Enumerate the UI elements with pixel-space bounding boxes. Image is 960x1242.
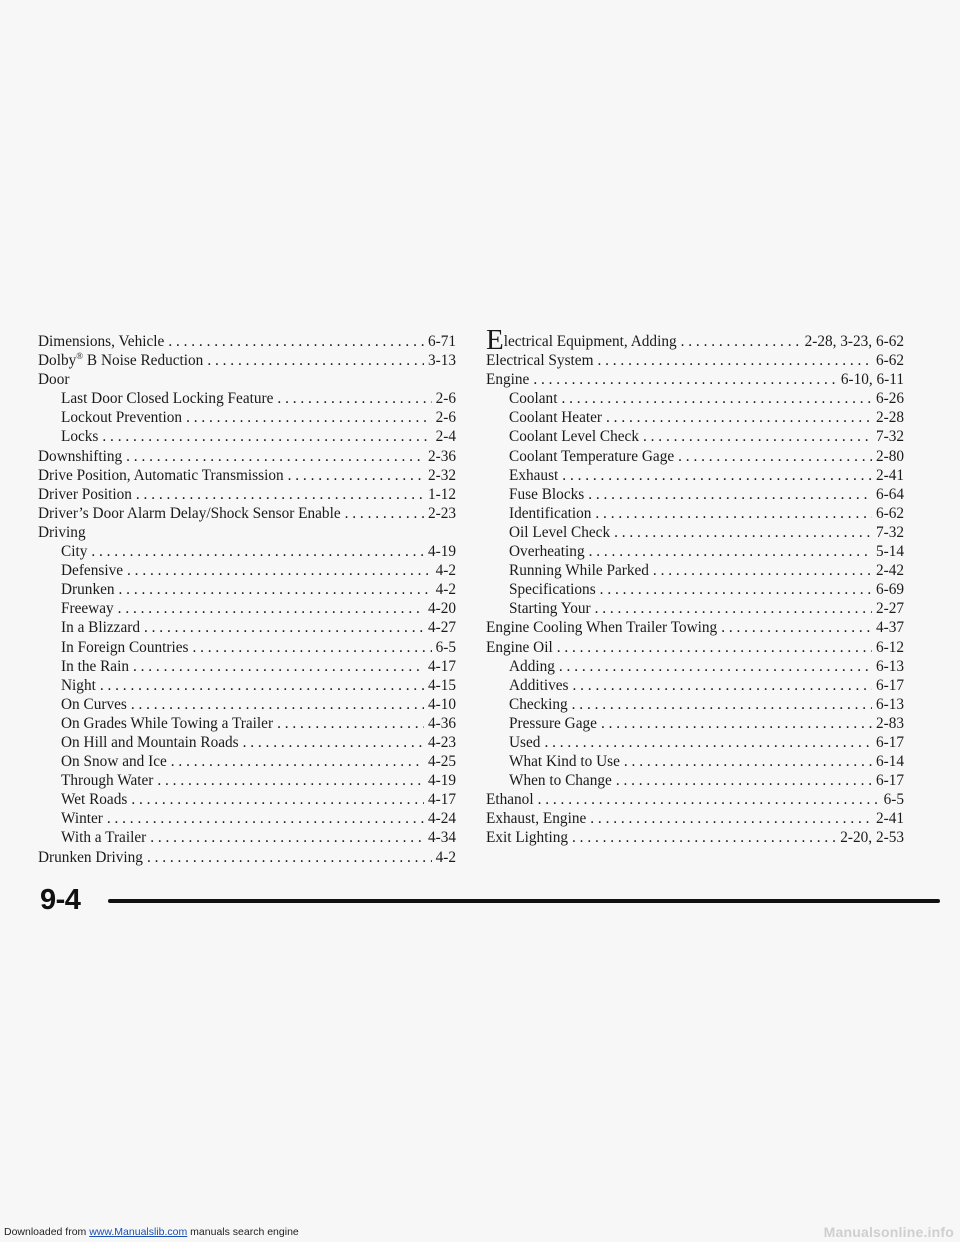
entry-label [509, 580, 596, 599]
entry-label-text: Driving [38, 523, 86, 541]
page-reference: 2-4 [435, 428, 456, 446]
entry-label-text: Engine Cooling When Trailer Towing [486, 619, 718, 637]
entry-label-text: Electrical System [486, 352, 594, 370]
index-subentry [38, 389, 456, 408]
entry-label-text: Through Water [61, 772, 154, 790]
entry-label [61, 580, 115, 599]
entry-label [61, 542, 87, 561]
entry-label-text: Fuse Blocks [509, 485, 585, 503]
entry-label-text: On Snow and Ice [61, 753, 167, 771]
entry-label [509, 542, 585, 561]
page-reference: 6-62 [875, 352, 904, 370]
page-reference: 4-2 [435, 562, 456, 580]
entry-label-text: On Curves [61, 695, 127, 713]
index-subentry [486, 657, 904, 676]
page-reference: 2-23 [427, 504, 456, 522]
manualslib-link[interactable]: www.Manualslib.com [89, 1226, 188, 1238]
page-reference: 2-27 [875, 600, 904, 618]
page-reference: 2-80 [875, 447, 904, 465]
entry-label-text: Freeway [61, 600, 114, 618]
entry-label [38, 332, 164, 351]
index-entry [38, 447, 456, 466]
entry-label [38, 466, 284, 485]
entry-label [509, 485, 584, 504]
page-footer [40, 882, 900, 922]
entry-label [61, 752, 167, 771]
index-column-right [486, 324, 904, 848]
dot-leader [186, 408, 432, 427]
index-subentry [486, 599, 904, 618]
index-subentry [38, 638, 456, 657]
dot-leader [118, 599, 424, 618]
page-reference: 4-20 [427, 600, 456, 618]
entry-label [61, 638, 188, 657]
page-reference: 4-10 [427, 695, 456, 713]
entry-label-text: In the Rain [61, 657, 129, 675]
dot-leader [681, 332, 801, 351]
entry-label [61, 714, 273, 733]
page-reference: 6-10, 6-11 [840, 371, 904, 389]
index-subentry [38, 714, 456, 733]
page-reference: 3-13 [427, 352, 456, 370]
entry-label [509, 733, 540, 752]
index-subentry [486, 714, 904, 733]
entry-label-text: Drunken [61, 581, 115, 599]
dot-leader [136, 485, 424, 504]
entry-label [509, 695, 568, 714]
index-entry [38, 504, 456, 523]
entry-label-text: Coolant [509, 390, 558, 408]
dot-leader [562, 466, 872, 485]
entry-label-text: Adding [509, 657, 555, 675]
entry-label-text: lectrical Equipment, Adding [503, 333, 677, 350]
page-reference: 2-28, 3-23, 6-62 [804, 333, 904, 350]
index-entry [486, 790, 904, 809]
dot-leader [616, 771, 872, 790]
entry-label-text: Night [61, 676, 96, 694]
dot-leader [131, 790, 424, 809]
page-reference: 5-14 [875, 543, 904, 561]
dot-leader [345, 504, 424, 523]
page-reference: 6-5 [435, 638, 456, 656]
dot-leader [277, 714, 424, 733]
page-reference: 4-23 [427, 733, 456, 751]
entry-label [509, 504, 591, 523]
entry-label-text: Wet Roads [61, 791, 128, 809]
page-number: 9-4 [40, 884, 81, 916]
page-reference: 6-69 [875, 581, 904, 599]
entry-label-text: What Kind to Use [509, 753, 620, 771]
entry-label-text: Engine Oil [486, 638, 553, 656]
entry-label [509, 561, 649, 580]
dot-leader [144, 618, 424, 637]
entry-label-text: In a Blizzard [61, 619, 140, 637]
entry-label [61, 828, 146, 847]
dot-leader [597, 351, 871, 370]
entry-label [38, 447, 122, 466]
index-entry [38, 848, 456, 867]
entry-label [509, 427, 639, 446]
page-reference: 6-13 [875, 695, 904, 713]
entry-label-text: Ethanol [486, 791, 534, 809]
entry-label [486, 618, 717, 637]
page-reference: 2-41 [875, 466, 904, 484]
dot-leader [150, 828, 424, 847]
entry-label [61, 695, 127, 714]
page-reference: 2-42 [875, 562, 904, 580]
page-reference: 2-41 [875, 810, 904, 828]
entry-label [486, 828, 568, 847]
index-entry [486, 638, 904, 657]
index-subentry [486, 427, 904, 446]
page-reference: 6-17 [875, 772, 904, 790]
dot-leader [91, 542, 424, 561]
entry-label-text: Lockout Prevention [61, 409, 183, 427]
entry-label-text: Running While Parked [509, 562, 649, 580]
dot-leader [192, 638, 431, 657]
dot-leader [643, 427, 872, 446]
index-subentry [486, 771, 904, 790]
entry-label-text: Drunken Driving [38, 848, 143, 866]
page-reference: 6-26 [875, 390, 904, 408]
dot-leader [595, 599, 872, 618]
dot-leader [147, 848, 432, 867]
page-reference: 4-17 [427, 791, 456, 809]
index-subentry [486, 752, 904, 771]
entry-label [509, 657, 555, 676]
entry-label-text: City [61, 543, 88, 561]
entry-label-text: Dimensions, Vehicle [38, 333, 165, 350]
entry-label [61, 561, 123, 580]
registered-mark: ® [76, 351, 84, 362]
entry-label-text: Drive Position, Automatic Transmission [38, 466, 284, 484]
page-reference: 4-24 [427, 810, 456, 828]
page-reference: 4-34 [427, 829, 456, 847]
page-reference: 6-64 [875, 485, 904, 503]
page-reference: 4-19 [427, 543, 456, 561]
entry-label [509, 523, 610, 542]
entry-label-text: Coolant Heater [509, 409, 603, 427]
entry-label [38, 523, 86, 542]
index-subentry [486, 504, 904, 523]
dot-leader [678, 447, 872, 466]
index-entry [38, 466, 456, 485]
footer-rule [108, 899, 940, 903]
entry-label [486, 370, 529, 389]
page-reference: 6-13 [875, 657, 904, 675]
dot-leader [559, 657, 872, 676]
entry-label [61, 809, 103, 828]
entry-label-text: Specifications [509, 581, 596, 599]
entry-label-text: Additives [509, 676, 569, 694]
dot-leader [107, 809, 424, 828]
index-subentry [38, 599, 456, 618]
entry-label [61, 771, 153, 790]
dot-leader [572, 695, 872, 714]
entry-label-text: Last Door Closed Locking Feature [61, 390, 274, 408]
index-subentry [38, 542, 456, 561]
entry-label [38, 351, 203, 370]
dot-leader [207, 351, 424, 370]
entry-label-text: Exit Lighting [486, 829, 569, 847]
entry-label-text: Driver Position [38, 485, 132, 503]
entry-label [38, 370, 69, 389]
entry-label-text: Coolant Level Check [509, 428, 639, 446]
index-subentry [38, 828, 456, 847]
index-subentry [38, 657, 456, 676]
index-entry [486, 351, 904, 370]
entry-label-text: Identification [509, 504, 592, 522]
index-entry [486, 828, 904, 847]
page-reference: 2-6 [435, 409, 456, 427]
entry-label [486, 809, 586, 828]
index-entry [486, 324, 904, 356]
page-reference: 4-2 [435, 848, 456, 866]
page-reference: 6-14 [875, 753, 904, 771]
dot-leader [533, 370, 836, 389]
entry-label-text: Exhaust, Engine [486, 810, 587, 828]
entry-label [61, 790, 127, 809]
page-reference: 2-32 [427, 466, 456, 484]
index-column-left [38, 332, 456, 867]
dot-leader [606, 408, 872, 427]
entry-label [61, 657, 129, 676]
index-subentry [486, 733, 904, 752]
entry-label-text: Dolby [38, 352, 77, 370]
index-subentry [486, 523, 904, 542]
dot-leader [572, 828, 836, 847]
watermark: Manualsonline.info [823, 1224, 954, 1240]
dot-leader [127, 561, 432, 580]
entry-label [61, 599, 114, 618]
entry-label [486, 638, 553, 657]
entry-label [61, 676, 96, 695]
entry-label [61, 427, 98, 446]
index-subentry [38, 676, 456, 695]
entry-label [61, 618, 140, 637]
entry-label-text: Overheating [509, 543, 585, 561]
entry-label [509, 714, 597, 733]
page-reference: 2-36 [427, 447, 456, 465]
dot-leader [102, 427, 431, 446]
entry-label [38, 485, 132, 504]
entry-label-text: In Foreign Countries [61, 638, 189, 656]
entry-label-text: Checking [509, 695, 568, 713]
dot-leader [614, 523, 872, 542]
entry-label-text: Engine [486, 371, 530, 389]
dot-leader [624, 752, 872, 771]
page-reference: 2-20, 2-53 [840, 829, 904, 847]
index-subentry [38, 580, 456, 599]
index-subentry [486, 447, 904, 466]
page-reference: 6-62 [875, 504, 904, 522]
entry-label-text: When to Change [509, 772, 612, 790]
index-subentry [486, 561, 904, 580]
page-reference: 6-12 [875, 638, 904, 656]
dot-leader [119, 580, 432, 599]
entry-label [509, 389, 557, 408]
dot-leader [653, 561, 872, 580]
index-subentry [38, 408, 456, 427]
entry-label [38, 504, 341, 523]
index-subentry [38, 771, 456, 790]
entry-label-text: With a Trailer [61, 829, 147, 847]
index-entry [486, 809, 904, 828]
index-subentry [38, 427, 456, 446]
page-reference: 4-25 [427, 753, 456, 771]
dot-leader [595, 504, 872, 523]
page-reference: 6-71 [427, 333, 456, 350]
dot-leader [588, 485, 872, 504]
page-reference: 1-12 [427, 485, 456, 503]
entry-label-text: Locks [61, 428, 99, 446]
page-reference: 4-2 [435, 581, 456, 599]
index-entry [38, 351, 456, 370]
index-subentry [486, 466, 904, 485]
index-subentry [38, 752, 456, 771]
page-reference: 4-37 [875, 619, 904, 637]
index-subentry [486, 408, 904, 427]
index-entry [486, 618, 904, 637]
index-subentry [38, 733, 456, 752]
dropcap-letter: E [486, 324, 504, 356]
page-reference: 2-6 [435, 390, 456, 408]
page-reference: 2-83 [875, 714, 904, 732]
entry-label-text: Coolant Temperature Gage [509, 447, 675, 465]
dot-leader [573, 676, 872, 695]
entry-label-text: Exhaust [509, 466, 559, 484]
download-notice-suffix: manuals search engine [187, 1226, 299, 1238]
entry-label-text: Defensive [61, 562, 124, 580]
entry-label [486, 324, 677, 356]
index-entry [38, 523, 456, 542]
dot-leader [589, 542, 872, 561]
dot-leader [133, 657, 424, 676]
dot-leader [171, 752, 424, 771]
index-subentry [38, 695, 456, 714]
index-subentry [486, 676, 904, 695]
index-subentry [486, 580, 904, 599]
index-subentry [38, 618, 456, 637]
entry-label-text: On Grades While Towing a Trailer [61, 714, 274, 732]
dot-leader [168, 332, 424, 351]
dot-leader [126, 447, 424, 466]
index-entry [486, 370, 904, 389]
index-subentry [486, 695, 904, 714]
dot-leader [243, 733, 424, 752]
dot-leader [544, 733, 872, 752]
entry-label [38, 848, 143, 867]
index-subentry [486, 389, 904, 408]
dot-leader [600, 580, 872, 599]
page-reference: 4-19 [427, 772, 456, 790]
page-reference: 4-27 [427, 619, 456, 637]
entry-label [509, 599, 591, 618]
entry-label-text: Starting Your [509, 600, 591, 618]
page-reference: 6-17 [875, 676, 904, 694]
entry-label-text: Downshifting [38, 447, 123, 465]
page-reference: 7-32 [875, 428, 904, 446]
page-reference: 7-32 [875, 523, 904, 541]
page-reference: 6-5 [883, 791, 904, 809]
dot-leader [288, 466, 424, 485]
dot-leader [277, 389, 431, 408]
index-entry [38, 332, 456, 351]
index-subentry [486, 485, 904, 504]
dot-leader [131, 695, 424, 714]
entry-label-text: Door [38, 371, 70, 389]
entry-label [509, 408, 602, 427]
entry-label [486, 790, 534, 809]
dot-leader [100, 676, 424, 695]
index-subentry [38, 809, 456, 828]
entry-label [61, 408, 182, 427]
page-reference: 4-15 [427, 676, 456, 694]
entry-label [509, 676, 569, 695]
page-reference: 4-36 [427, 714, 456, 732]
index-subentry [38, 790, 456, 809]
entry-label-text: On Hill and Mountain Roads [61, 733, 239, 751]
dot-leader [561, 389, 872, 408]
index-subentry [38, 561, 456, 580]
index-entry [38, 370, 456, 389]
dot-leader [557, 638, 872, 657]
download-notice-prefix: Downloaded from [4, 1226, 90, 1238]
entry-label-text: Driver’s Door Alarm Delay/Shock Sensor Enable [38, 504, 341, 522]
entry-label [509, 771, 612, 790]
entry-label [61, 389, 273, 408]
entry-label [509, 752, 620, 771]
page-reference: 2-28 [875, 409, 904, 427]
entry-label-text-rest: B Noise Reduction [83, 352, 204, 370]
dot-leader [590, 809, 872, 828]
page-reference: 6-17 [875, 733, 904, 751]
entry-label [61, 733, 239, 752]
page-reference: 4-17 [427, 657, 456, 675]
index-subentry [486, 542, 904, 561]
dot-leader [157, 771, 424, 790]
index-entry [38, 485, 456, 504]
entry-label [509, 447, 674, 466]
entry-label-text: Oil Level Check [509, 523, 611, 541]
dot-leader [538, 790, 880, 809]
entry-label-text: Pressure Gage [509, 714, 597, 732]
entry-label-text: Used [509, 733, 541, 751]
entry-label [509, 466, 558, 485]
download-notice [4, 1226, 299, 1239]
dot-leader [721, 618, 872, 637]
entry-label-text: Winter [61, 810, 103, 828]
dot-leader [601, 714, 872, 733]
